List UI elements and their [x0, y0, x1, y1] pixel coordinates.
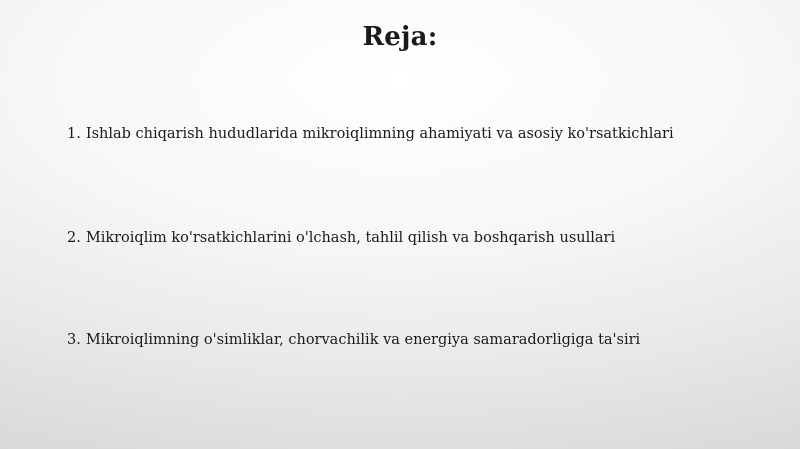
plan-item-text: Ishlab chiqarish hududlarida mikroiqlimning ahamiyati va asosiy ko'rsatkichlari: [85, 126, 674, 142]
plan-item-text: Mikroiqlim ko'rsatkichlarini o'lchash, tahlil qilish va boshqarish usullari: [85, 230, 616, 246]
plan-item-1: [67, 123, 787, 145]
plan-item-3: [67, 329, 787, 351]
plan-item-text: Mikroiqlimning o'simliklar, chorvachilik va energiya samaradorligiga ta'siri: [85, 332, 641, 348]
plan-item-2: [67, 227, 787, 249]
plan-item-number: 2.: [67, 230, 81, 246]
slide-title: Reja:: [362, 22, 438, 52]
plan-item-number: 1.: [67, 126, 81, 142]
plan-item-number: 3.: [67, 332, 81, 348]
